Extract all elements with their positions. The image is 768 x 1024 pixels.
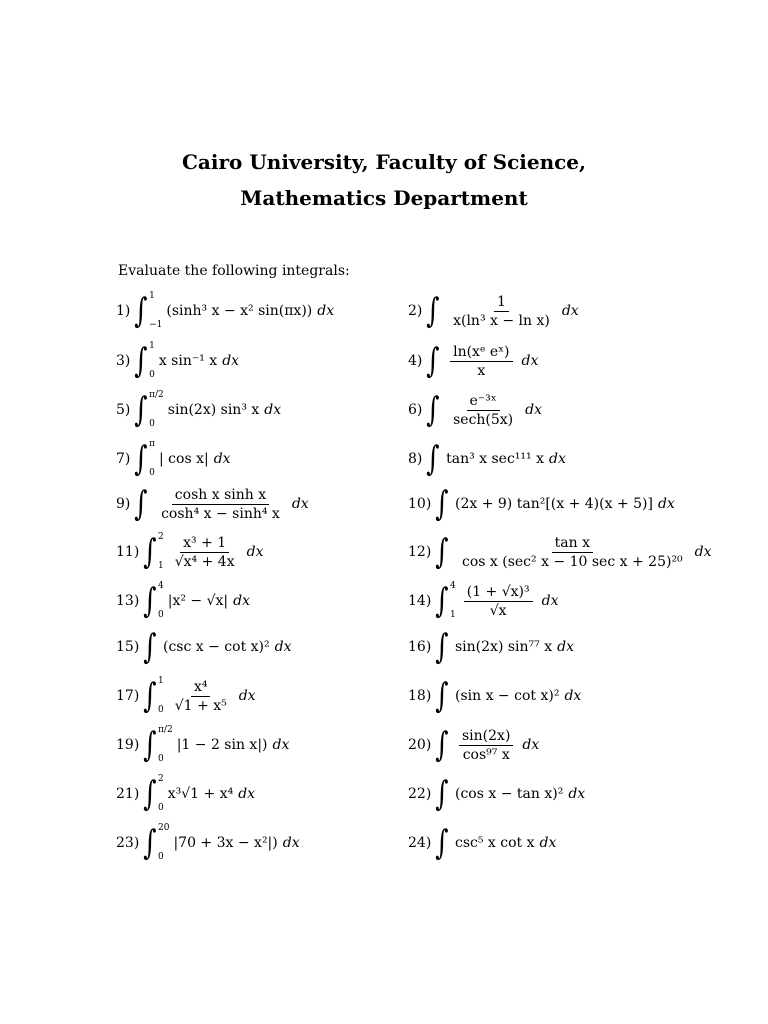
integral-symbol: ∫	[435, 581, 449, 621]
integrand: (2x + 9) tan²[(x + 4)(x + 5)]	[455, 496, 653, 512]
upper-limit: 1	[149, 341, 155, 351]
differential: dx	[568, 786, 586, 802]
integral-symbol: ∫	[134, 341, 148, 381]
problem-number: 16)	[408, 639, 432, 655]
integrand: sin(2x) sin³ x	[167, 402, 260, 418]
integral-symbol: ∫	[426, 291, 440, 331]
lower-limit: 0	[149, 370, 155, 380]
integral-symbol: ∫	[143, 725, 157, 765]
fraction	[172, 536, 238, 569]
integral-limits	[158, 726, 173, 764]
problem-1	[116, 292, 334, 330]
integral-limits	[158, 775, 164, 813]
numerator: ln(xᵉ eˣ)	[450, 345, 512, 362]
differential: dx	[233, 593, 250, 609]
numerator: e⁻³ˣ	[467, 394, 500, 411]
integral-sign	[433, 823, 451, 863]
integral-symbol: ∫	[426, 341, 440, 381]
problem-24	[408, 824, 556, 862]
problem-number: 1)	[116, 303, 131, 319]
differential: dx	[522, 737, 540, 753]
integrand: tan³ x sec¹¹¹ x	[446, 451, 544, 467]
integrand: (sinh³ x − x² sin(πx))	[166, 303, 313, 319]
denominator: √x	[489, 602, 507, 619]
integral-limits	[450, 582, 456, 620]
problem-number: 3)	[116, 353, 131, 369]
fraction	[459, 536, 686, 569]
differential: dx	[694, 544, 712, 560]
document-title: Cairo University, Faculty of Science,	[182, 150, 586, 174]
lower-limit: 1	[158, 561, 164, 571]
numerator: x³ + 1	[180, 536, 229, 553]
problem-12	[408, 533, 712, 571]
integral-limits	[149, 440, 155, 478]
lower-limit: −1	[149, 320, 163, 330]
problem-23	[116, 824, 300, 862]
differential: dx	[291, 496, 309, 512]
integrand: csc⁵ x cot x	[455, 835, 535, 851]
integral-limits	[158, 677, 164, 715]
problem-number: 7)	[116, 451, 131, 467]
integral-symbol: ∫	[143, 627, 157, 667]
problem-number: 11)	[116, 544, 140, 560]
integral-sign	[433, 676, 451, 716]
denominator: √x⁴ + 4x	[174, 553, 235, 570]
problem-10	[408, 485, 675, 523]
numerator: 1	[494, 295, 509, 312]
integral-symbol: ∫	[426, 439, 440, 479]
upper-limit: π/2	[158, 725, 173, 735]
upper-limit: 20	[158, 823, 170, 833]
numerator: (1 + √x)³	[464, 585, 533, 602]
problem-number: 19)	[116, 737, 140, 753]
problem-number: 14)	[408, 593, 432, 609]
problem-14	[408, 582, 558, 620]
differential: dx	[213, 451, 231, 467]
integral-sign	[141, 582, 163, 620]
differential: dx	[561, 303, 579, 319]
problem-7	[116, 440, 231, 478]
integral-sign	[141, 627, 159, 667]
integral-symbol: ∫	[435, 627, 449, 667]
integrand: |x² − √x|	[167, 593, 229, 609]
denominator: cosh⁴ x − sinh⁴ x	[161, 505, 280, 522]
problem-20	[408, 726, 539, 764]
integral-symbol: ∫	[143, 823, 157, 863]
integral-sign	[141, 533, 163, 571]
differential: dx	[557, 639, 574, 655]
integral-sign	[433, 627, 451, 667]
problem-6	[408, 391, 542, 429]
integral-symbol: ∫	[435, 484, 449, 524]
integral-sign	[132, 440, 155, 478]
integrand: (cos x − tan x)²	[455, 786, 564, 802]
integral-limits	[149, 292, 162, 330]
differential: dx	[539, 835, 557, 851]
problem-number: 21)	[116, 786, 140, 802]
problem-number: 2)	[408, 303, 423, 319]
fraction	[464, 585, 533, 618]
problem-number: 24)	[408, 835, 432, 851]
differential: dx	[238, 786, 256, 802]
numerator: tan x	[552, 536, 593, 553]
lower-limit: 0	[158, 705, 164, 715]
lower-limit: 0	[158, 610, 164, 620]
lower-limit: 0	[149, 419, 155, 429]
differential: dx	[246, 544, 264, 560]
fraction	[450, 295, 553, 328]
upper-limit: 2	[158, 532, 164, 542]
problem-16	[408, 628, 574, 666]
problem-number: 17)	[116, 688, 140, 704]
differential: dx	[564, 688, 582, 704]
problem-number: 8)	[408, 451, 423, 467]
problem-8	[408, 440, 566, 478]
problem-21	[116, 775, 255, 813]
problem-number: 12)	[408, 544, 432, 560]
problem-number: 20)	[408, 737, 432, 753]
integral-symbol: ∫	[435, 725, 449, 765]
integral-symbol: ∫	[143, 532, 157, 572]
differential: dx	[238, 688, 256, 704]
integrand: sin(2x) sin⁷⁷ x	[455, 639, 553, 655]
integral-symbol: ∫	[134, 390, 148, 430]
upper-limit: π	[149, 439, 156, 449]
differential: dx	[272, 737, 290, 753]
fraction	[172, 680, 230, 713]
integral-sign	[141, 775, 163, 813]
integral-sign	[141, 677, 163, 715]
fraction	[450, 394, 516, 427]
problem-number: 9)	[116, 496, 131, 512]
integral-sign	[132, 342, 154, 380]
integral-sign	[433, 725, 451, 765]
integral-sign	[424, 439, 442, 479]
document-subtitle: Mathematics Department	[240, 186, 528, 210]
numerator: cosh x sinh x	[172, 488, 269, 505]
fraction	[158, 488, 283, 521]
differential: dx	[525, 402, 543, 418]
problem-19	[116, 726, 289, 764]
problem-number: 18)	[408, 688, 432, 704]
upper-limit: 2	[158, 774, 164, 784]
differential: dx	[222, 353, 240, 369]
integral-limits	[158, 824, 169, 862]
numerator: x⁴	[191, 680, 211, 697]
differential: dx	[274, 639, 292, 655]
denominator: cos x (sec² x − 10 sec x + 25)²⁰	[462, 553, 683, 570]
integral-sign	[141, 824, 169, 862]
upper-limit: 4	[450, 581, 456, 591]
problem-2	[408, 292, 579, 330]
integral-symbol: ∫	[143, 676, 157, 716]
upper-limit: 4	[158, 581, 164, 591]
differential: dx	[282, 835, 300, 851]
integral-sign	[141, 726, 172, 764]
integral-sign	[424, 291, 442, 331]
lower-limit: 1	[450, 610, 456, 620]
integral-symbol: ∫	[134, 484, 148, 524]
denominator: cos⁹⁷ x	[462, 746, 510, 763]
integral-sign	[433, 774, 451, 814]
problem-5	[116, 391, 281, 429]
fraction	[459, 729, 513, 762]
differential: dx	[317, 303, 335, 319]
problem-17	[116, 677, 256, 715]
integral-sign	[132, 292, 162, 330]
problem-15	[116, 628, 291, 666]
problem-13	[116, 582, 250, 620]
integrand: (sin x − cot x)²	[455, 688, 560, 704]
problem-9	[116, 485, 309, 523]
differential: dx	[264, 402, 282, 418]
denominator: sech(5x)	[453, 411, 514, 428]
instructions: Evaluate the following integrals:	[118, 263, 350, 279]
integrand: |70 + 3x − x²|)	[173, 835, 278, 851]
numerator: sin(2x)	[459, 729, 513, 746]
problem-4	[408, 342, 538, 380]
integral-symbol: ∫	[435, 532, 449, 572]
integrand: x sin⁻¹ x	[158, 353, 218, 369]
integral-sign	[433, 582, 455, 620]
integrand: | cos x|	[159, 451, 209, 467]
integral-symbol: ∫	[435, 774, 449, 814]
problem-22	[408, 775, 585, 813]
lower-limit: 0	[158, 852, 164, 862]
problem-number: 4)	[408, 353, 423, 369]
integral-symbol: ∫	[435, 823, 449, 863]
denominator: x	[477, 362, 486, 379]
integrand: (csc x − cot x)²	[163, 639, 270, 655]
fraction	[450, 345, 512, 378]
differential: dx	[548, 451, 566, 467]
differential: dx	[541, 593, 559, 609]
integral-symbol: ∫	[134, 439, 148, 479]
upper-limit: π/2	[149, 390, 164, 400]
lower-limit: 0	[149, 468, 155, 478]
differential: dx	[521, 353, 539, 369]
problem-number: 23)	[116, 835, 140, 851]
integral-limits	[158, 582, 164, 620]
problem-number: 10)	[408, 496, 432, 512]
integral-sign	[132, 391, 163, 429]
lower-limit: 0	[158, 803, 164, 813]
problem-18	[408, 677, 581, 715]
upper-limit: 1	[158, 676, 164, 686]
problem-3	[116, 342, 239, 380]
integral-symbol: ∫	[143, 774, 157, 814]
lower-limit: 0	[158, 754, 164, 764]
problem-number: 22)	[408, 786, 432, 802]
integrand: |1 − 2 sin x|)	[176, 737, 268, 753]
integral-sign	[433, 532, 451, 572]
differential: dx	[657, 496, 675, 512]
integral-limits	[149, 342, 155, 380]
denominator: √1 + x⁵	[174, 697, 227, 714]
integral-sign	[132, 484, 150, 524]
problem-number: 13)	[116, 593, 140, 609]
integrand: x³√1 + x⁴	[167, 786, 234, 802]
integral-symbol: ∫	[435, 676, 449, 716]
integral-sign	[424, 390, 442, 430]
integral-symbol: ∫	[143, 581, 157, 621]
integral-limits	[149, 391, 164, 429]
integral-limits	[158, 533, 164, 571]
integral-symbol: ∫	[134, 291, 148, 331]
problem-number: 5)	[116, 402, 131, 418]
integral-symbol: ∫	[426, 390, 440, 430]
upper-limit: 1	[149, 291, 155, 301]
problem-11	[116, 533, 263, 571]
problem-number: 6)	[408, 402, 423, 418]
integral-sign	[433, 484, 451, 524]
problem-number: 15)	[116, 639, 140, 655]
integral-sign	[424, 341, 442, 381]
denominator: x(ln³ x − ln x)	[453, 312, 550, 329]
